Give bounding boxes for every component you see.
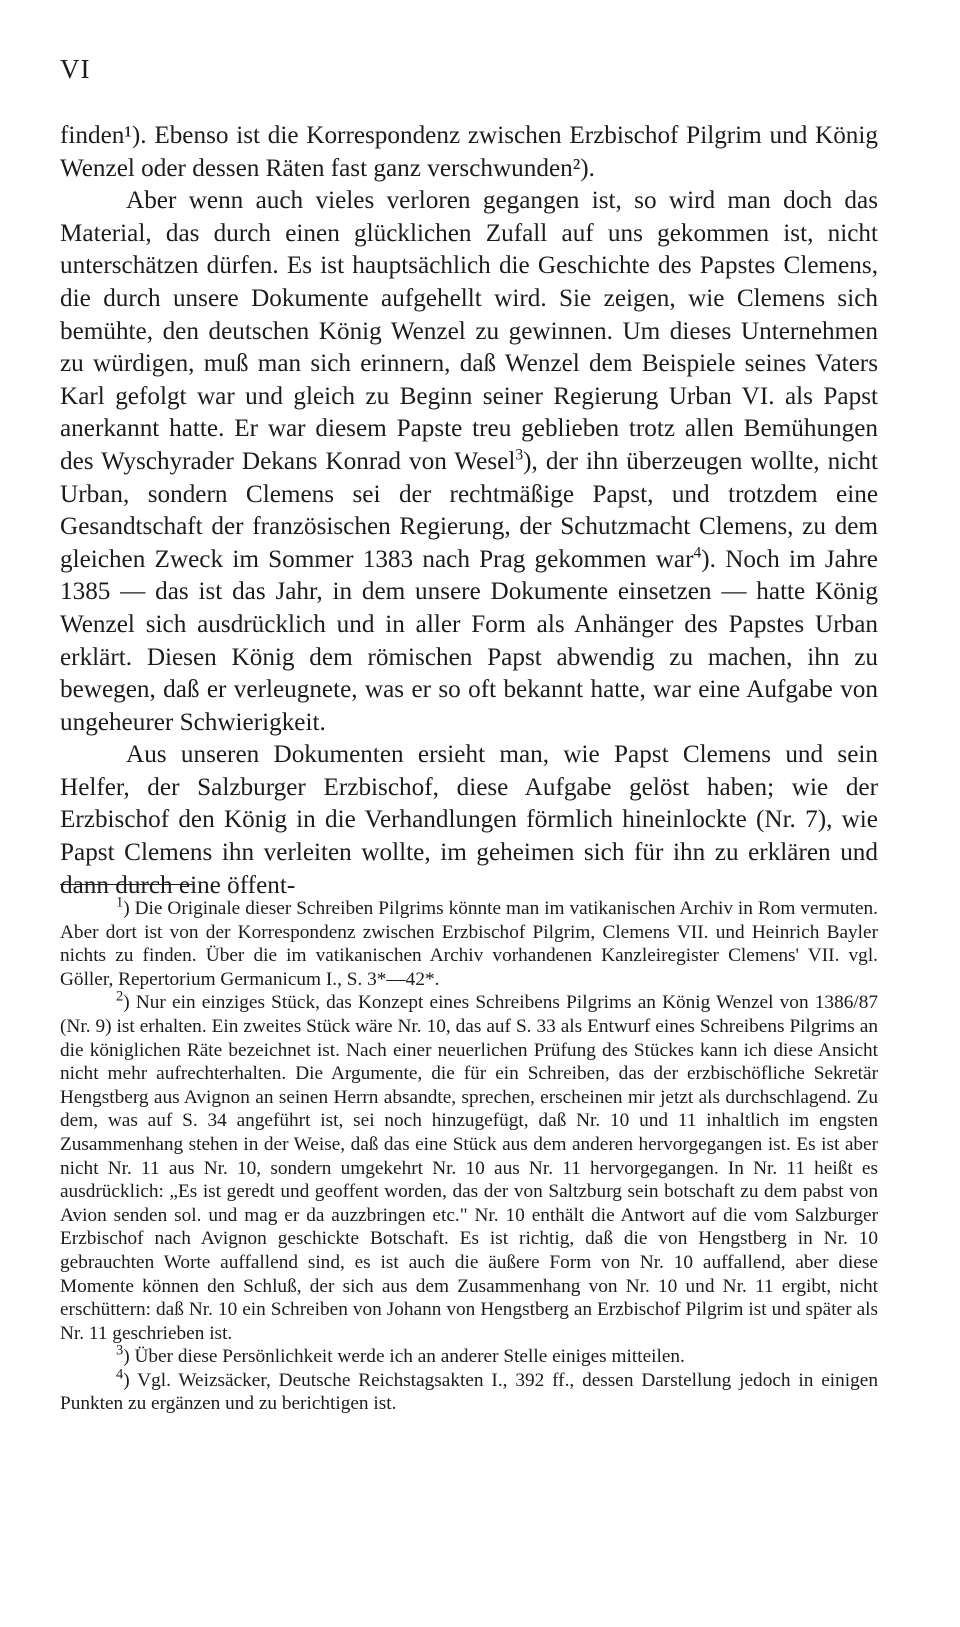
footnotes xyxy=(60,894,878,1416)
footnote-mark: 1 xyxy=(116,894,124,911)
footnote-text: ) Über diese Persönlichkeit werde ich an anderer Stelle einiges mitteilen. xyxy=(123,1346,685,1368)
paragraph-3: Aus unseren Dokumenten ersieht man, wie Papst Clemens und sein Helfer, der Salzburger Erzbischof, diese Aufgabe gelöst haben; wie der Erzbischof den König in die Verhandlungen förmlich hineinlockte (Nr. 7), wie Papst Clemens ihn verleiten wollte, im geheimen sich für ihn zu erklären und dann durch eine öffent- xyxy=(60,741,878,899)
paragraph-1: finden¹). Ebenso ist die Korrespondenz zwischen Erzbischof Pilgrim und König Wenzel oder dessen Räten fast ganz verschwunden²). xyxy=(60,122,878,182)
footnote-3 xyxy=(60,1342,878,1369)
footnote-mark: 4 xyxy=(116,1366,124,1383)
footnote-text: ) Die Originale dieser Schreiben Pilgrims könnte man im vatikanischen Archiv in Rom vermuten. Aber dort ist von der Korrespondenz zwischen Erzbischof Pilgrim, Clemens VII. und Heinrich Bayler nichts zu finden. Über die im vatikanischen Archiv vorhandenen Kanzleiregister Clemens' VII. vgl. Göller, Repertorium Germanicum I., S. 3*—42*. xyxy=(60,898,878,990)
paragraph-2-part-a: Aber wenn auch vieles verloren gegangen ist, so wird man doch das Material, das durch einen glücklichen Zufall auf uns gekommen ist, nicht unterschätzen dürfen. Es ist hauptsächlich die Geschichte des Papstes Clemens, die durch unsere Dokumente aufgehellt wird. Sie zeigen, wie Clemens sich bemühte, den deutschen König Wenzel zu gewinnen. Um dieses Unternehmen zu würdigen, muß man sich erinnern, daß Wenzel dem Beispiele seines Vaters Karl gefolgt war und gleich zu Beginn seiner Regierung Urban VI. als Papst anerkannt hatte. Er war diesem Papste treu geblieben trotz allen Bemühungen des Wyschyrader Dekans Konrad von Wesel xyxy=(60,187,878,475)
main-text xyxy=(60,120,878,902)
footnote-mark: 3 xyxy=(116,1342,124,1359)
footnote-mark: 2 xyxy=(116,988,124,1005)
paragraph-2 xyxy=(60,185,878,739)
footnote-separator xyxy=(60,884,194,885)
footnote-ref-4: 4 xyxy=(693,544,702,562)
paragraph-2-part-b: ), der ihn überzeugen wollte, nicht Urban, sondern Clemens sei der rechtmäßige Papst, und trotzdem eine Gesandtschaft der französischen Regierung, der Schutzmacht Clemens, zu dem gleichen Zweck im Sommer 1383 nach Prag gekommen war xyxy=(60,447,878,573)
footnote-text: ) Nur ein einziges Stück, das Konzept eines Schreibens Pilgrims an König Wenzel von 1386/87 (Nr. 9) ist erhalten. Ein zweites Stück wäre Nr. 10, das auf S. 33 als Entwurf eines Schreibens Pilgrims an die königlichen Räte bezeichnet ist. Nach einer neuerlichen Prüfung des Stückes kann ich diese Ansicht nicht mehr aufrechterhalten. Die Argumente, die für ein Schreiben, das der erzbischöfliche Sekretär Hengstberg aus Avignon an seinen Herrn absandte, sprechen, erscheinen mir jetzt als durchschlagend. Zu dem, was auf S. 34 angeführt ist, sei noch hinzugefügt, daß Nr. 10 und 11 inhaltlich im engsten Zusammenhang stehen in der Weise, daß das eine Stück aus dem anderen hervorgegangen ist. Es ist aber nicht Nr. 11 aus Nr. 10, sondern umgekehrt Nr. 10 aus Nr. 11 hervorgegangen. In Nr. 11 heißt es ausdrücklich: „Es ist geredt und geoffent worden, das der von Saltzburg sein botschaft zu dem pabst von Avion senden sol. und mag er da auzzbringen etc." Nr. 10 enthält die Antwort auf die vom Salzburger Erzbischof nach Avignon geschickte Botschaft. Es ist richtig, daß die von Hengstberg in Nr. 10 gebrauchten Worte auffallend sind, es ist auch die äußere Form von Nr. 10 auffallend, aber diese Momente können den Schluß, der sich aus dem Zusammenhang von Nr. 10 und Nr. 11 ergibt, nicht erschüttern: daß Nr. 10 ein Schreiben von Johann von Hengstberg an Erzbischof Pilgrim ist und später als Nr. 11 geschrieben ist. xyxy=(60,992,878,1344)
footnote-ref-3: 3 xyxy=(515,446,524,464)
footnote-4 xyxy=(60,1366,878,1416)
footnote-text: ) Vgl. Weizsäcker, Deutsche Reichstagsakten I., 392 ff., dessen Darstellung jedoch in einigen Punkten zu ergänzen und zu berichtigen ist. xyxy=(60,1369,878,1415)
footnote-1 xyxy=(60,894,878,991)
page-number: VI xyxy=(60,54,91,84)
footnote-2 xyxy=(60,988,878,1345)
paragraph-2-part-c: ). Noch im Jahre 1385 — das ist das Jahr, in dem unsere Dokumente einsetzen — hatte König Wenzel sich ausdrücklich und in aller Form als Anhänger des Papstes Urban erklärt. Diesen König dem römischen Papst abwendig zu machen, ihn zu bewegen, daß er verleugnete, was er so oft bekannt hatte, war eine Aufgabe von ungeheurer Schwierigkeit. xyxy=(60,545,878,736)
